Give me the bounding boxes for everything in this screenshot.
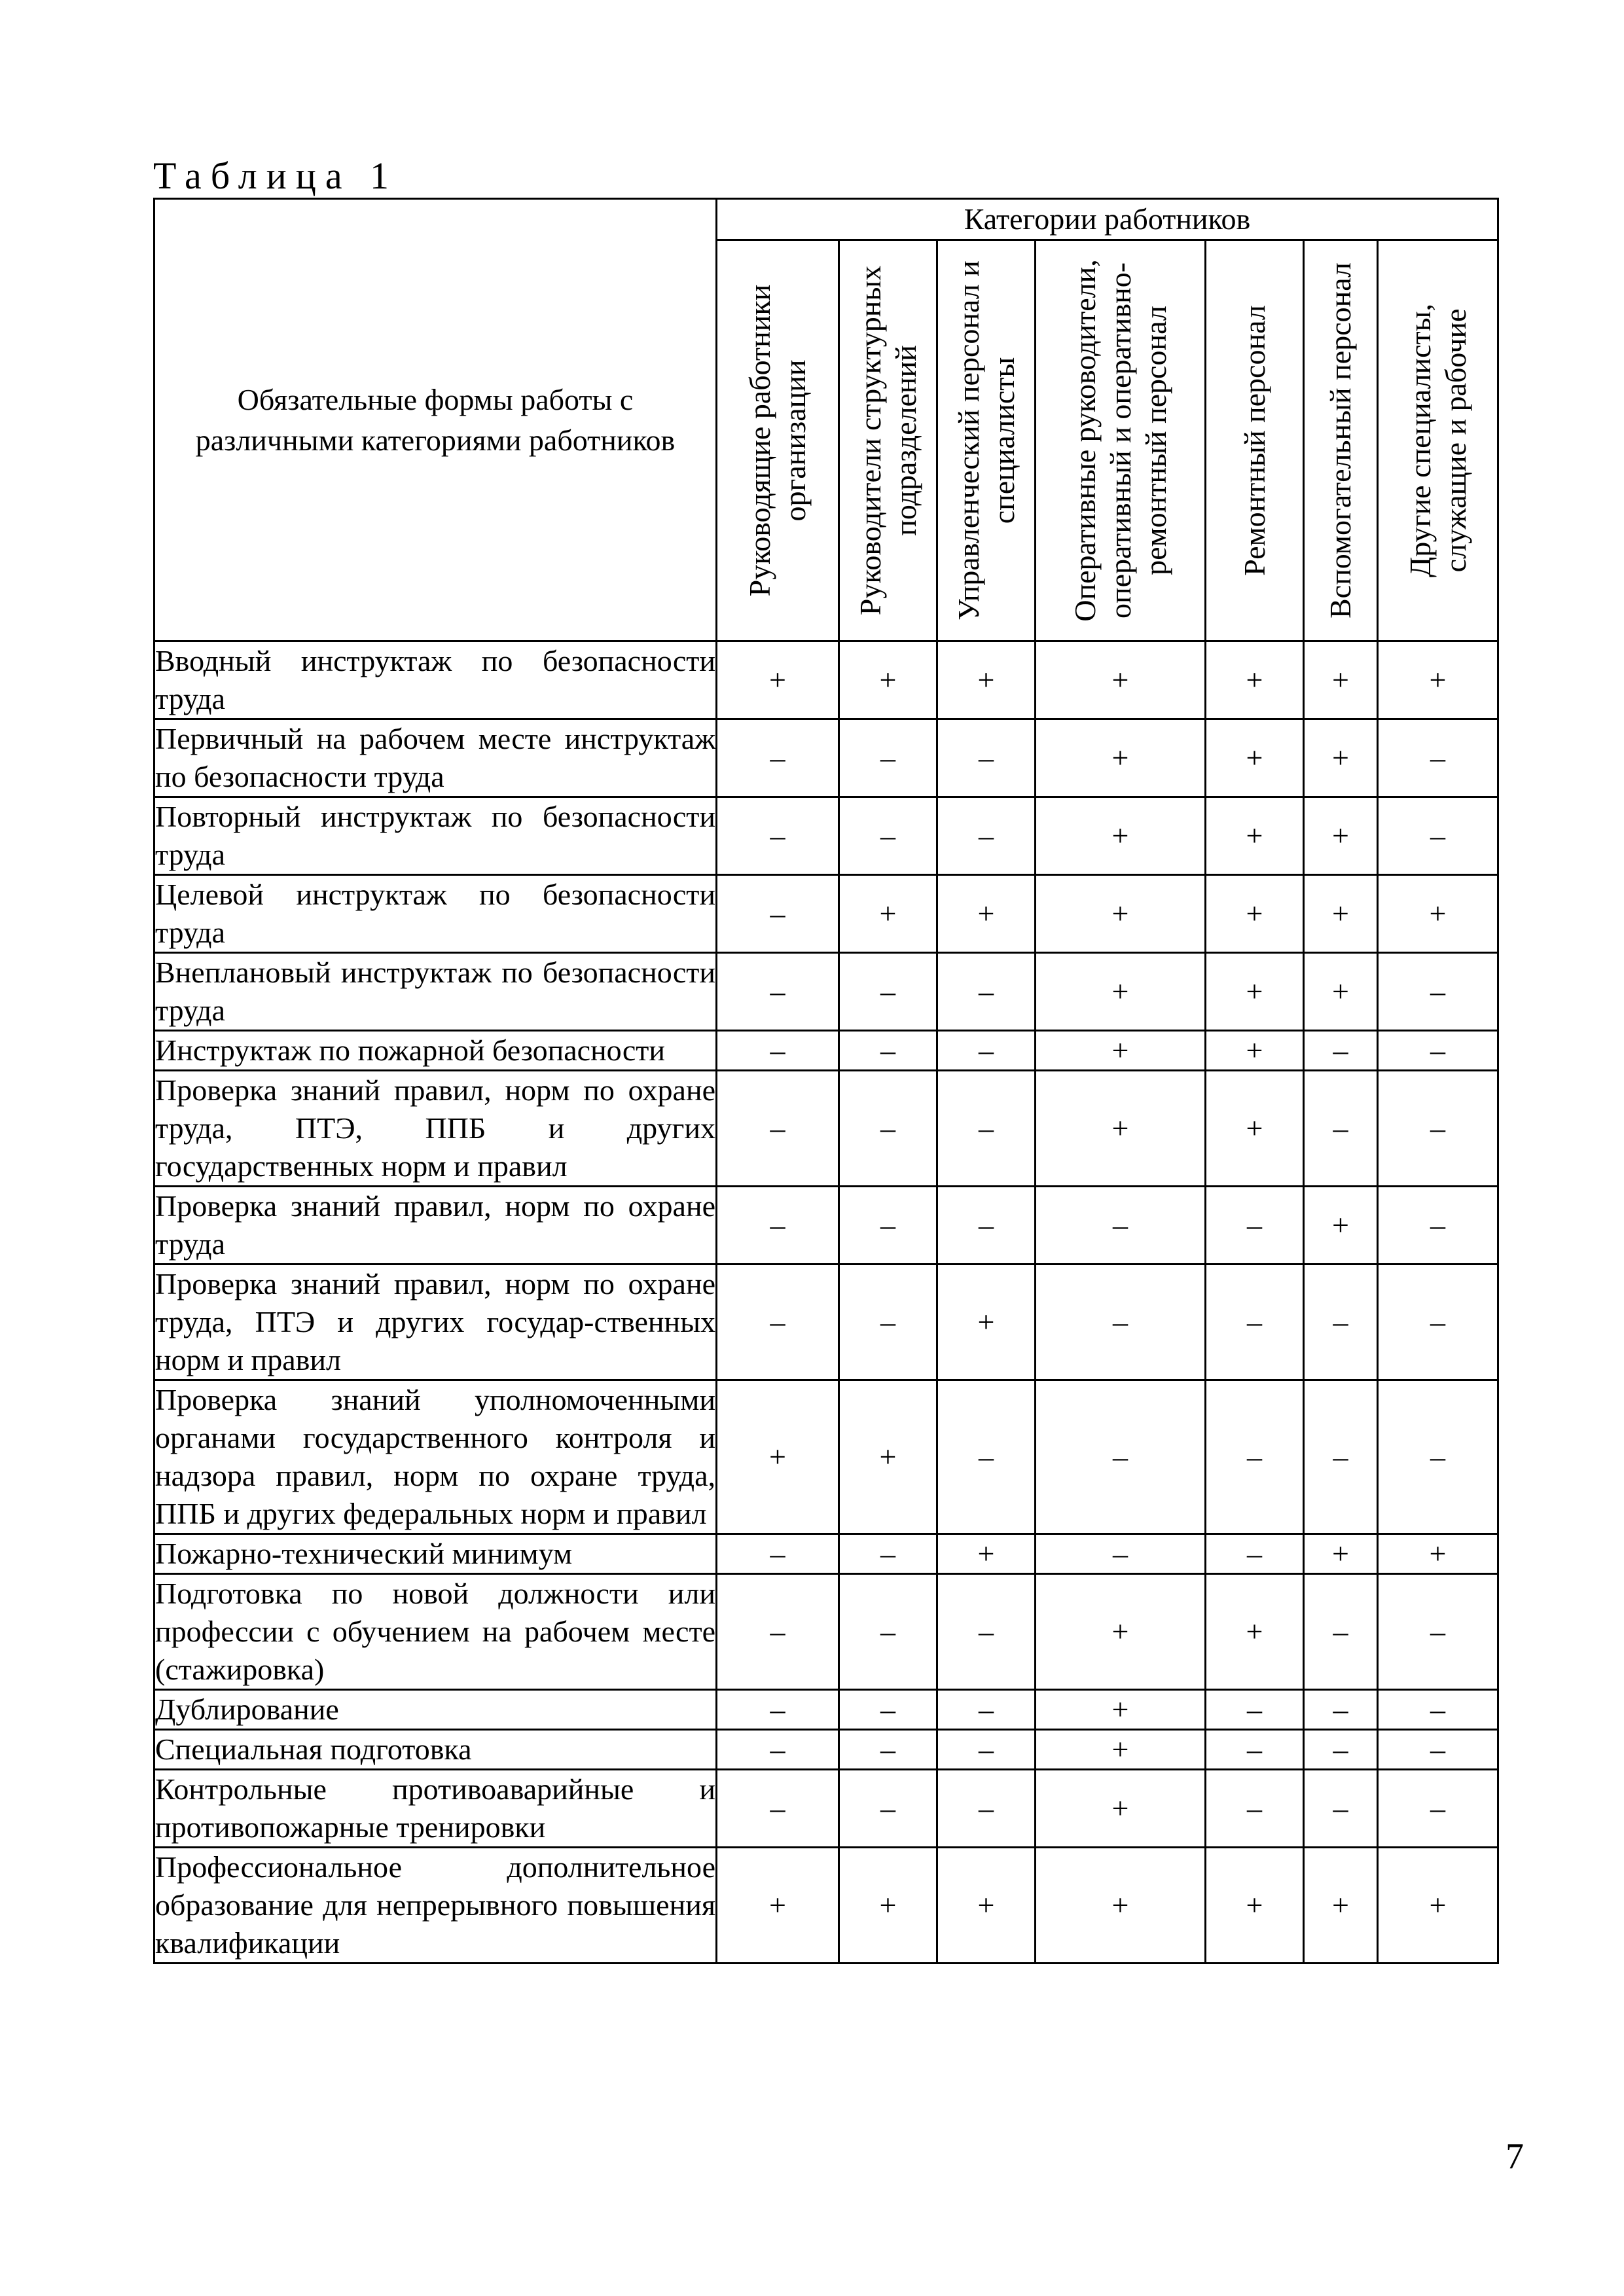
mark-cell: – xyxy=(1206,1730,1304,1770)
mark-cell: – xyxy=(1206,1265,1304,1380)
mark-cell: + xyxy=(1206,875,1304,953)
mark-cell: + xyxy=(839,1848,937,1964)
table-row xyxy=(154,1690,1498,1730)
mark-cell: – xyxy=(717,1071,839,1187)
mark-cell: – xyxy=(937,953,1036,1031)
mark-cell: + xyxy=(1036,875,1206,953)
categories-header: Категории работников xyxy=(717,199,1498,240)
mark-cell: – xyxy=(1378,1071,1498,1187)
mark-cell: + xyxy=(1036,1031,1206,1071)
category-header: Оперативные руководители, оперативный и оперативно-ремонтный персонал xyxy=(1068,259,1172,622)
mark-cell: – xyxy=(1036,1380,1206,1534)
mark-cell: – xyxy=(1206,1534,1304,1574)
category-header-cell xyxy=(1036,240,1206,641)
mark-cell: – xyxy=(937,1380,1036,1534)
mark-cell: – xyxy=(839,1574,937,1690)
mark-cell: – xyxy=(1206,1770,1304,1848)
mark-cell: – xyxy=(1304,1380,1378,1534)
mark-cell: – xyxy=(839,1730,937,1770)
mark-cell: – xyxy=(1378,797,1498,875)
mark-cell: – xyxy=(717,1574,839,1690)
category-header-cell xyxy=(937,240,1036,641)
mark-cell: + xyxy=(1036,719,1206,797)
work-forms-table xyxy=(153,198,1499,1964)
mark-cell: + xyxy=(1304,875,1378,953)
mark-cell: – xyxy=(839,1265,937,1380)
category-header: Руководители структурных подразделений xyxy=(853,265,922,616)
mark-cell: – xyxy=(1206,1690,1304,1730)
mark-cell: – xyxy=(1304,1574,1378,1690)
mark-cell: + xyxy=(1378,641,1498,719)
category-header: Управленческий персонал и специалисты xyxy=(951,260,1020,620)
mark-cell: + xyxy=(937,641,1036,719)
mark-cell: – xyxy=(839,1534,937,1574)
mark-cell: + xyxy=(1036,797,1206,875)
mark-cell: – xyxy=(839,1690,937,1730)
category-header: Другие специалисты, служащие и рабочие xyxy=(1403,303,1472,578)
category-header-cell xyxy=(1304,240,1378,641)
mark-cell: – xyxy=(717,1265,839,1380)
mark-cell: – xyxy=(1304,1071,1378,1187)
mark-cell: + xyxy=(937,1534,1036,1574)
mark-cell: + xyxy=(717,1380,839,1534)
mark-cell: + xyxy=(1304,1848,1378,1964)
table-caption: Таблица 1 xyxy=(153,154,399,197)
table-row xyxy=(154,1534,1498,1574)
row-label: Подготовка по новой должности или профессии с обучением на рабочем месте (стажировка) xyxy=(154,1574,717,1690)
mark-cell: + xyxy=(1206,953,1304,1031)
mark-cell: – xyxy=(1378,953,1498,1031)
row-label: Профессиональное дополнительное образование для непрерывного повышения квалификации xyxy=(154,1848,717,1964)
mark-cell: + xyxy=(717,641,839,719)
mark-cell: – xyxy=(937,719,1036,797)
mark-cell: – xyxy=(1378,1770,1498,1848)
mark-cell: + xyxy=(717,1848,839,1964)
row-label: Целевой инструктаж по безопасности труда xyxy=(154,875,717,953)
mark-cell: + xyxy=(1206,1071,1304,1187)
mark-cell: + xyxy=(1206,1848,1304,1964)
mark-cell: – xyxy=(839,1031,937,1071)
mark-cell: + xyxy=(839,875,937,953)
row-label: Пожарно-технический минимум xyxy=(154,1534,717,1574)
mark-cell: + xyxy=(1036,1574,1206,1690)
forms-column-header: Обязательные формы работы с различными категориями работников xyxy=(154,199,717,641)
mark-cell: – xyxy=(1378,1730,1498,1770)
mark-cell: + xyxy=(1378,875,1498,953)
mark-cell: + xyxy=(839,1380,937,1534)
mark-cell: + xyxy=(1206,797,1304,875)
category-header-cell xyxy=(717,240,839,641)
table-row xyxy=(154,1071,1498,1187)
mark-cell: – xyxy=(1378,1574,1498,1690)
page-number: 7 xyxy=(1506,2136,1524,2177)
mark-cell: – xyxy=(1304,1730,1378,1770)
mark-cell: – xyxy=(937,1730,1036,1770)
mark-cell: + xyxy=(1036,1770,1206,1848)
mark-cell: + xyxy=(839,641,937,719)
table-row xyxy=(154,875,1498,953)
mark-cell: – xyxy=(937,1031,1036,1071)
mark-cell: + xyxy=(1036,1730,1206,1770)
mark-cell: – xyxy=(1378,719,1498,797)
mark-cell: – xyxy=(717,875,839,953)
mark-cell: – xyxy=(1036,1534,1206,1574)
row-label: Контрольные противоаварийные и противопожарные тренировки xyxy=(154,1770,717,1848)
table-row xyxy=(154,1031,1498,1071)
mark-cell: – xyxy=(1206,1187,1304,1265)
mark-cell: + xyxy=(1206,719,1304,797)
mark-cell: – xyxy=(937,1770,1036,1848)
category-header: Ремонтный персонал xyxy=(1237,305,1271,576)
mark-cell: – xyxy=(1378,1380,1498,1534)
mark-cell: – xyxy=(937,1574,1036,1690)
mark-cell: – xyxy=(1378,1187,1498,1265)
mark-cell: + xyxy=(1304,719,1378,797)
mark-cell: + xyxy=(1378,1848,1498,1964)
mark-cell: + xyxy=(1206,1574,1304,1690)
mark-cell: – xyxy=(937,1690,1036,1730)
category-header: Руководящие работники организации xyxy=(743,284,812,597)
mark-cell: – xyxy=(839,719,937,797)
table-row xyxy=(154,1574,1498,1690)
mark-cell: + xyxy=(1304,641,1378,719)
mark-cell: + xyxy=(937,1848,1036,1964)
mark-cell: – xyxy=(1304,1265,1378,1380)
table-row xyxy=(154,953,1498,1031)
mark-cell: – xyxy=(1304,1690,1378,1730)
mark-cell: – xyxy=(839,953,937,1031)
row-label: Проверка знаний правил, норм по охране труда xyxy=(154,1187,717,1265)
mark-cell: – xyxy=(1378,1031,1498,1071)
mark-cell: – xyxy=(937,1187,1036,1265)
mark-cell: + xyxy=(1304,797,1378,875)
mark-cell: – xyxy=(1036,1187,1206,1265)
mark-cell: – xyxy=(717,1534,839,1574)
category-header-cell xyxy=(1378,240,1498,641)
row-label: Специальная подготовка xyxy=(154,1730,717,1770)
row-label: Проверка знаний правил, норм по охране труда, ПТЭ и других государ-ственных норм и правил xyxy=(154,1265,717,1380)
category-header-cell xyxy=(839,240,937,641)
row-label: Повторный инструктаж по безопасности труда xyxy=(154,797,717,875)
mark-cell: – xyxy=(717,797,839,875)
table-row xyxy=(154,1730,1498,1770)
mark-cell: + xyxy=(1378,1534,1498,1574)
mark-cell: – xyxy=(1036,1265,1206,1380)
mark-cell: – xyxy=(839,797,937,875)
mark-cell: + xyxy=(1304,1187,1378,1265)
mark-cell: – xyxy=(717,1187,839,1265)
mark-cell: – xyxy=(717,1770,839,1848)
mark-cell: – xyxy=(1378,1265,1498,1380)
mark-cell: + xyxy=(937,875,1036,953)
row-label: Проверка знаний уполномоченными органами государственного контроля и надзора правил, норм по охране труда, ППБ и других федеральных норм и правил xyxy=(154,1380,717,1534)
table-row xyxy=(154,719,1498,797)
mark-cell: + xyxy=(1036,1690,1206,1730)
row-label: Инструктаж по пожарной безопасности xyxy=(154,1031,717,1071)
table-row xyxy=(154,1187,1498,1265)
row-label: Проверка знаний правил, норм по охране труда, ПТЭ, ППБ и других государственных норм и правил xyxy=(154,1071,717,1187)
row-label: Вводный инструктаж по безопасности труда xyxy=(154,641,717,719)
mark-cell: + xyxy=(1036,641,1206,719)
mark-cell: – xyxy=(1206,1380,1304,1534)
mark-cell: – xyxy=(839,1071,937,1187)
table-row xyxy=(154,641,1498,719)
mark-cell: – xyxy=(839,1770,937,1848)
mark-cell: – xyxy=(717,1031,839,1071)
mark-cell: + xyxy=(1304,953,1378,1031)
mark-cell: – xyxy=(717,1690,839,1730)
mark-cell: – xyxy=(1304,1031,1378,1071)
row-label: Первичный на рабочем месте инструктаж по безопасности труда xyxy=(154,719,717,797)
category-header: Вспомогательный персонал xyxy=(1324,262,1357,619)
mark-cell: + xyxy=(1304,1534,1378,1574)
mark-cell: – xyxy=(717,719,839,797)
mark-cell: – xyxy=(937,1071,1036,1187)
table-row xyxy=(154,1848,1498,1964)
mark-cell: – xyxy=(839,1187,937,1265)
mark-cell: + xyxy=(1206,1031,1304,1071)
mark-cell: + xyxy=(1036,1848,1206,1964)
row-label: Внеплановый инструктаж по безопасности труда xyxy=(154,953,717,1031)
mark-cell: + xyxy=(1036,1071,1206,1187)
mark-cell: – xyxy=(937,797,1036,875)
mark-cell: – xyxy=(717,953,839,1031)
mark-cell: + xyxy=(1036,953,1206,1031)
header-row-top xyxy=(154,199,1498,240)
row-label: Дублирование xyxy=(154,1690,717,1730)
mark-cell: + xyxy=(1206,641,1304,719)
mark-cell: – xyxy=(717,1730,839,1770)
category-header-cell xyxy=(1206,240,1304,641)
mark-cell: – xyxy=(1304,1770,1378,1848)
mark-cell: + xyxy=(937,1265,1036,1380)
table-row xyxy=(154,1265,1498,1380)
mark-cell: – xyxy=(1378,1690,1498,1730)
table-row xyxy=(154,797,1498,875)
table-row xyxy=(154,1770,1498,1848)
table-row xyxy=(154,1380,1498,1534)
